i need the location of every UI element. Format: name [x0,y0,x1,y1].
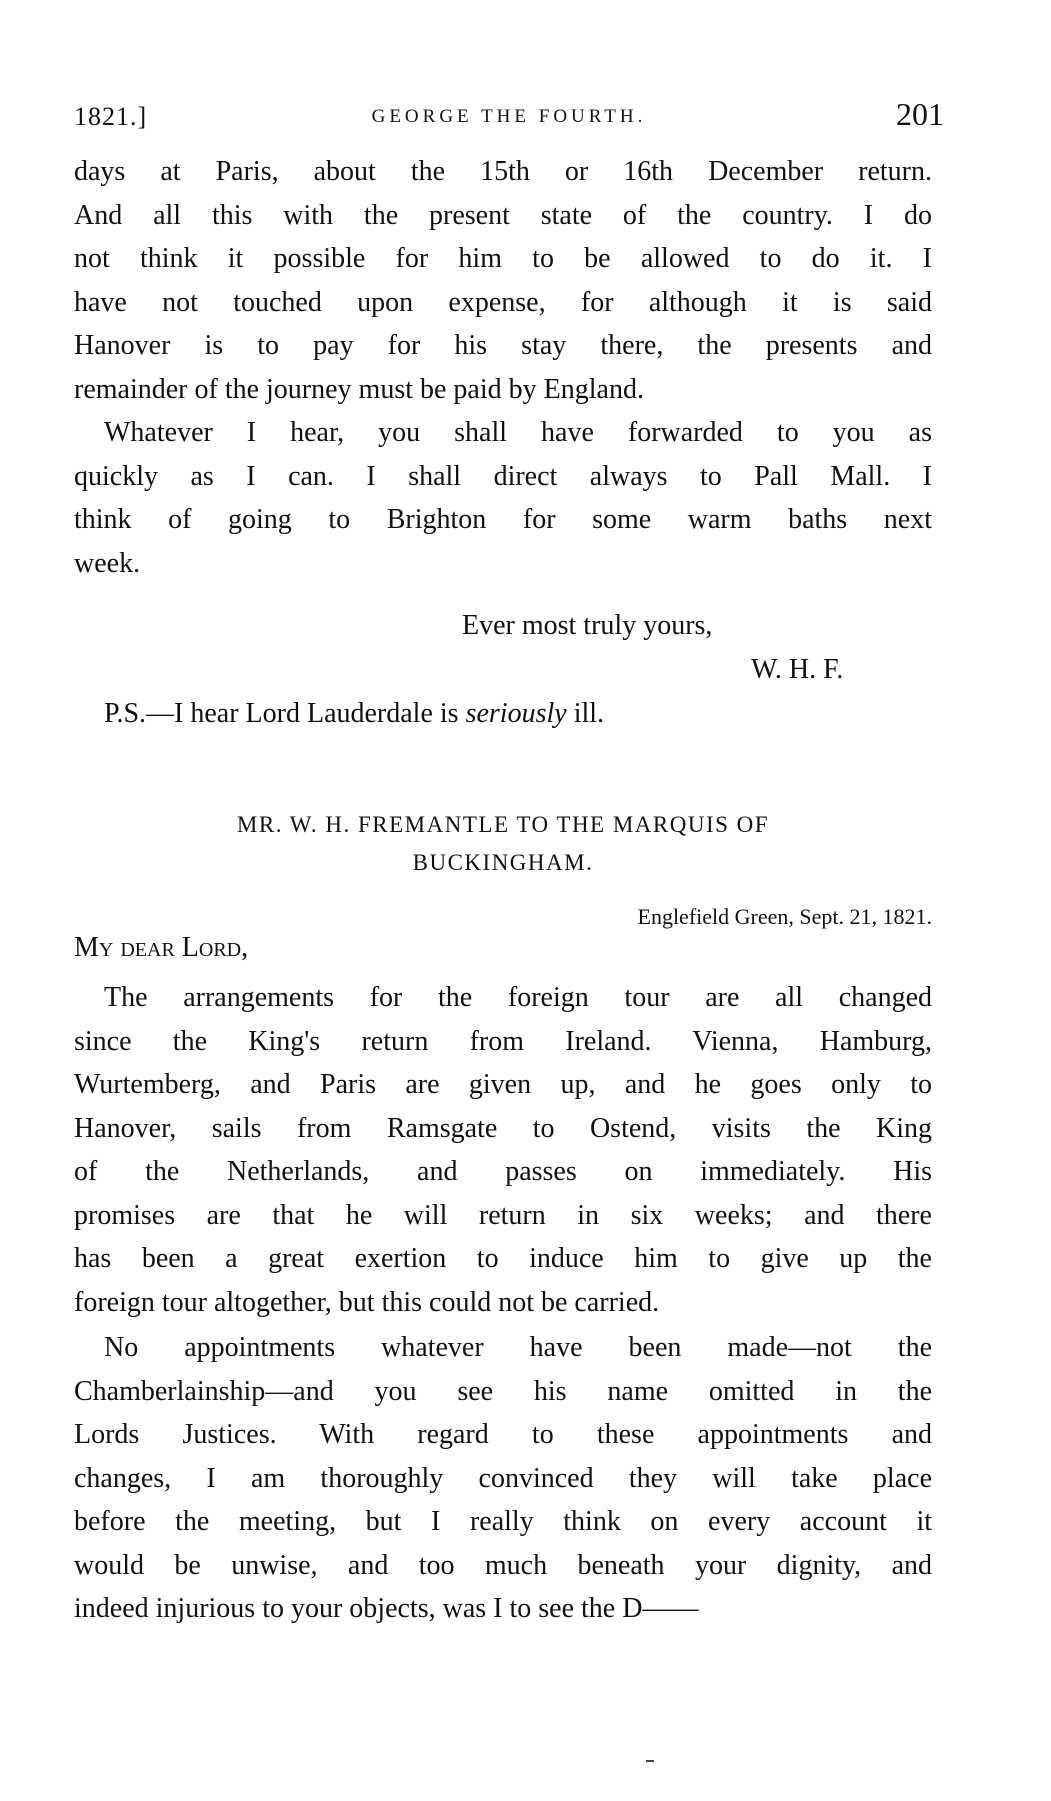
letter1-signature: W. H. F. [751,654,844,685]
text-line: week. [74,547,141,579]
text-line: And all this with the present state of the country. I do [74,199,932,231]
running-head [74,96,944,136]
text-line: days at Paris, about the 15th or 16th December return. [74,156,932,187]
text-line: Chamberlainship—and you see his name omitted in the [74,1375,932,1407]
letter1-postscript [104,698,962,730]
text-line: since the King's return from Ireland. Vienna, Hamburg, [74,1025,932,1057]
postscript-emphasis: seriously [465,698,567,729]
text-line: Hanover, sails from Ramsgate to Ostend, visits the King [74,1112,932,1144]
text-line: quickly as I can. I shall direct always to Pall Mall. I [74,460,932,492]
text-line: foreign tour altogether, but this could not be carried. [74,1286,660,1318]
text-line: indeed injurious to your objects, was I to see the D—— [74,1593,699,1624]
printer-mark [646,1760,654,1762]
text-line: have not touched upon expense, for although it is said [74,286,932,318]
text-line: remainder of the journey must be paid by England. [74,373,644,405]
letter2-heading [74,806,932,882]
running-head-year: 1821.] [74,102,148,131]
letter1-paragraph-2 [74,411,932,585]
letter2-paragraph-2 [74,1326,932,1631]
letter2-paragraph-1 [74,976,932,1324]
postscript-text: P.S.—I hear Lord Lauderdale is [104,698,466,729]
text-line: before the meeting, but I really think on every account it [74,1506,932,1537]
text-line: would be unwise, and too much beneath your dignity, and [74,1549,932,1581]
postscript-suffix: ill. [566,698,605,729]
letter2-heading-line-2: BUCKINGHAM. [412,850,594,875]
text-line: changes, I am thoroughly convinced they will take place [74,1462,932,1494]
text-line: of the Netherlands, and passes on immediately. His [74,1156,932,1187]
text-line: not think it possible for him to be allowed to do it. I [74,243,932,274]
text-line: has been a great exertion to induce him to give up the [74,1243,932,1274]
letter2-salutation: My dear Lord, [74,932,249,963]
text-line: Whatever I hear, you shall have forwarded to you as [104,417,932,448]
text-line: Hanover is to pay for his stay there, the presents and [74,330,932,361]
text-line: Wurtemberg, and Paris are given up, and he goes only to [74,1069,932,1100]
running-head-title: GEORGE THE FOURTH. [371,106,647,127]
page-number: 201 [896,96,944,132]
text-line: No appointments whatever have been made—not the [104,1332,932,1363]
letter2-dateline: Englefield Green, Sept. 21, 1821. [637,904,932,929]
text-line: think of going to Brighton for some warm baths next [74,504,932,535]
letter2-heading-line-1: MR. W. H. FREMANTLE TO THE MARQUIS OF [236,812,770,837]
letter1-paragraph-1 [74,150,932,411]
letter1-closing: Ever most truly yours, [462,610,713,641]
text-line: Lords Justices. With regard to these appointments and [74,1419,932,1450]
text-line: promises are that he will return in six weeks; and there [74,1199,932,1231]
text-line: The arrangements for the foreign tour are all changed [104,982,932,1013]
